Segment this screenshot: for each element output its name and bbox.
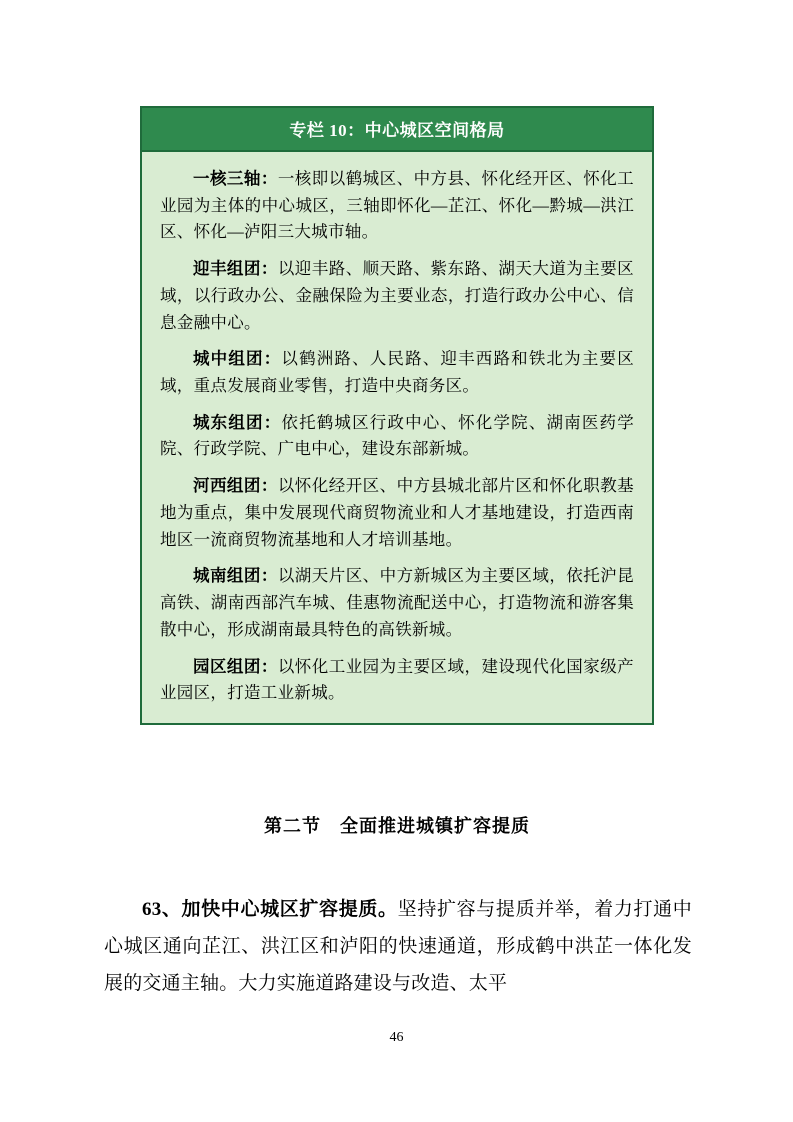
callout-item-text: 以怀化工业园为主要区域，建设现代化国家级产业园区，打造工业新城。 (160, 656, 634, 703)
callout-item-label: 一核三轴 (193, 169, 261, 188)
callout-item (160, 166, 634, 246)
callout-item-label: 城中组团 (193, 349, 264, 369)
callout-box (140, 106, 654, 725)
body-paragraph (104, 891, 692, 1002)
callout-item-sep: ： (260, 566, 278, 586)
callout-item-text: 以迎丰路、顺天路、紫东路、湖天大道为主要区域，以行政办公、金融保险为主要业态，打造行政办公中心、信息金融中心。 (160, 259, 634, 332)
body-paragraph-text: 坚持扩容与提质并举，着力打通中心城区通向芷江、洪江区和泸阳的快速通道，形成鹤中洪芷一体化发展的交通主轴。大力实施道路建设与改造、太平 (104, 899, 692, 995)
callout-item (160, 256, 634, 336)
callout-item-label: 迎丰组团 (193, 259, 261, 279)
body-paragraph-lead: 63、加快中心城区扩容提质。 (142, 899, 398, 920)
page-number: 46 (389, 1030, 404, 1045)
callout-item (160, 563, 634, 643)
callout-item (160, 654, 634, 707)
section-heading: 第二节 全面推进城镇扩容提质 (264, 816, 530, 836)
callout-item-text: 以湖天片区、中方新城区为主要区域，依托沪昆高铁、湖南西部汽车城、佳惠物流配送中心，打造物流和游客集散中心，形成湖南最具特色的高铁新城。 (160, 566, 634, 639)
callout-item-sep: ： (260, 656, 278, 676)
callout-item (160, 346, 634, 399)
callout-item-label: 城南组团 (193, 566, 261, 586)
callout-item-sep: ： (260, 476, 278, 496)
callout-item (160, 410, 634, 463)
callout-item-sep: ： (263, 412, 282, 432)
callout-body (142, 152, 652, 723)
callout-item-label: 城东组团 (193, 412, 264, 432)
callout-title: 专栏 10：中心城区空间格局 (142, 108, 652, 152)
callout-item-text: 一核即以鹤城区、中方县、怀化经开区、怀化工业园为主体的中心城区，三轴即怀化—芷江、怀化—黔城—洪江区、怀化—泸阳三大城市轴。 (160, 169, 634, 242)
callout-item-text: 以鹤洲路、人民路、迎丰西路和铁北为主要区域，重点发展商业零售，打造中央商务区。 (160, 349, 635, 396)
callout-item (160, 473, 634, 553)
callout-item-sep: ： (260, 259, 278, 279)
callout-item-text: 依托鹤城区行政中心、怀化学院、湖南医药学院、行政学院、广电中心，建设东部新城。 (160, 412, 635, 459)
callout-item-text: 以怀化经开区、中方县城北部片区和怀化职教基地为重点，集中发展现代商贸物流业和人才基地建设，打造西南地区一流商贸物流基地和人才培训基地。 (160, 476, 634, 549)
callout-item-label: 园区组团 (193, 656, 261, 676)
callout-item-sep: ： (263, 349, 282, 369)
callout-item-sep: ： (260, 169, 278, 188)
callout-item-label: 河西组团 (193, 476, 261, 496)
